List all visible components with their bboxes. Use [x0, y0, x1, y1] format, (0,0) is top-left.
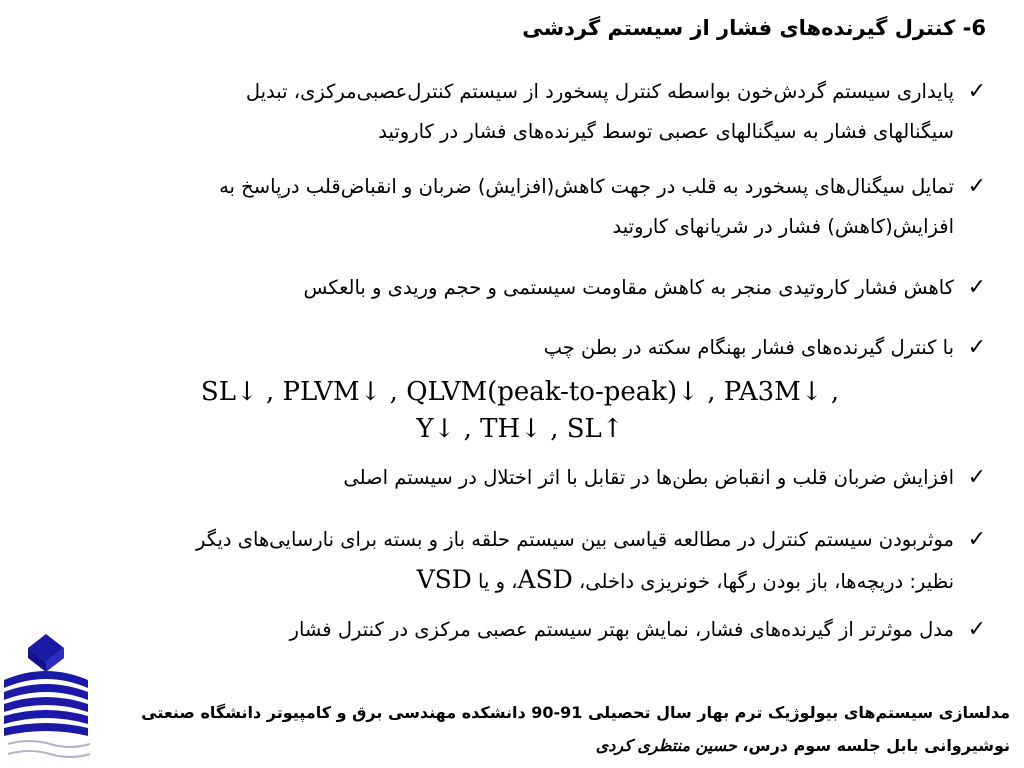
bullet-item: [22, 520, 986, 602]
footer-line: مدلسازی سیستم‌های بیولوژیک ترم بهار سال تحصیلی 91-90 دانشکده مهندسی برق و کامپیوتر دانشگاه صنعتی: [141, 703, 1010, 722]
checkmark-icon: ✓: [967, 617, 986, 642]
bullet-item: [22, 458, 986, 498]
formula-line: Y↓ , TH↓ , SL↑: [416, 414, 624, 444]
footer-line: [118, 729, 1010, 762]
bullet-text: ، و یا: [471, 570, 518, 593]
author-name: حسین منتظری کردی: [595, 736, 737, 755]
checkmark-icon: ✓: [967, 465, 986, 490]
checkmark-icon: ✓: [967, 335, 986, 360]
checkmark-icon: ✓: [967, 275, 986, 300]
bullet-item: [22, 610, 986, 650]
formula-line: SL↓ , PLVM↓ , QLVM(peak-to-peak)↓ , PA3M↓ ,: [200, 377, 840, 407]
bullet-line: افزایش(کاهش) فشار در شریانهای کاروتید: [612, 215, 954, 238]
slide-footer: [118, 696, 1010, 762]
vsd-label: VSD: [416, 565, 472, 594]
bullet-line: موثربودن سیستم کنترل در مطالعه قیاسی بین سیستم حلقه باز و بسته برای نارسایی‌های دیگر: [195, 528, 954, 551]
asd-label: ASD: [517, 565, 573, 594]
bullet-text: نظیر: دریچه‌ها، باز بودن رگها، خونریزی داخلی،: [572, 570, 954, 593]
bullet-line: افزایش ضربان قلب و انقباض بطن‌ها در تقابل با اثر اختلال در سیستم اصلی: [343, 466, 954, 489]
bullet-item: [22, 328, 986, 368]
bullet-line: سیگنالهای فشار به سیگنالهای عصبی توسط گیرنده‌های فشار در کاروتید: [378, 120, 954, 143]
bullet-line: تمایل سیگنال‌های پسخورد به قلب در جهت کاهش(افزایش) ضربان و انقباض‌قلب درپاسخ به: [219, 175, 954, 198]
bullet-item: [22, 72, 986, 152]
bullet-line: [22, 560, 954, 602]
slide-title: 6- کنترل گیرنده‌های فشار از سیستم گردشی: [522, 16, 986, 40]
checkmark-icon: ✓: [967, 174, 986, 199]
footer-text: نوشیروانی بابل جلسه سوم درس،: [736, 736, 1010, 755]
university-logo-icon: [0, 632, 96, 764]
checkmark-icon: ✓: [967, 527, 986, 552]
bullet-line: با کنترل گیرنده‌های فشار بهنگام سکته در بطن چپ: [543, 336, 954, 359]
checkmark-icon: ✓: [967, 79, 986, 104]
bullet-line: کاهش فشار کاروتیدی منجر به کاهش مقاومت سیستمی و حجم وریدی و بالعکس: [303, 276, 954, 299]
bullet-line: پایداری سیستم گردش‌خون بواسطه کنترل پسخورد از سیستم کنترل‌عصبی‌مرکزی، تبدیل: [245, 80, 954, 103]
bullet-item: [22, 167, 986, 247]
bullet-line: مدل موثرتر از گیرنده‌های فشار، نمایش بهتر سیستم عصبی مرکزی در کنترل فشار: [289, 618, 954, 641]
bullet-item: [22, 268, 986, 308]
formula-block: [90, 374, 950, 448]
